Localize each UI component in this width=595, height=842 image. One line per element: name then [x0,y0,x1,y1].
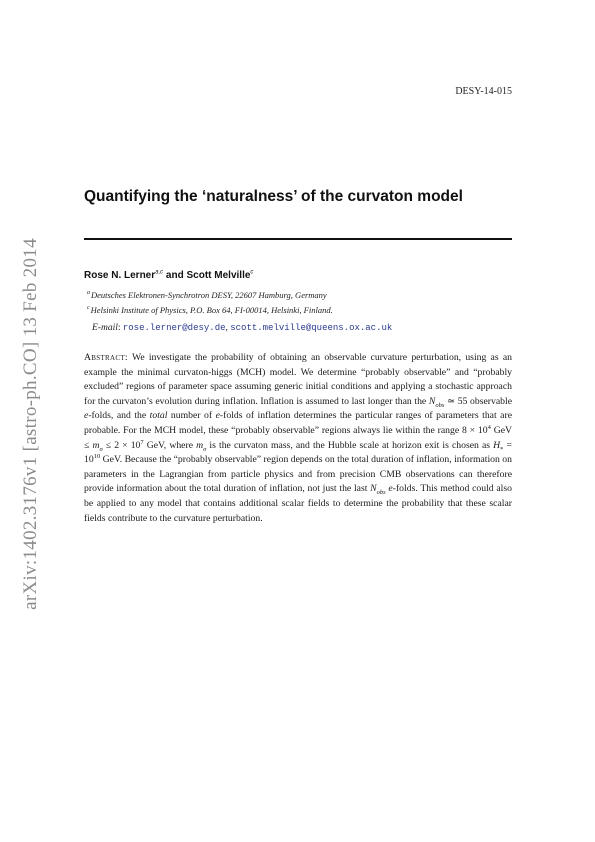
abstract-heading: Abstract: [84,352,128,363]
author-name[interactable]: Scott Melville [186,270,251,281]
author-name[interactable]: Rose N. Lerner [84,270,156,281]
affiliation-mark: a,c [155,269,164,276]
affiliation-mark: c [87,305,90,312]
affiliation-text: Deutsches Elektronen-Synchrotron DESY, 22607 Hamburg, Germany [91,290,327,300]
abstract-text: number of [167,410,216,422]
math-symbol: e [388,483,393,495]
email-link[interactable]: scott.melville@queens.ox.ac.uk [230,323,393,333]
email-colon: : [117,323,123,333]
abstract-text: ≃ 55 observable [444,395,512,407]
abstract-text: is the curvaton mass, and the Hubble scale at horizon exit is chosen as [206,439,494,451]
math-symbol: m [196,439,204,451]
report-number: DESY-14-015 [455,86,512,97]
math-subscript: obs [376,489,386,497]
abstract-text: We investigate the probability of obtaining an observable curvature perturbation, using as an example the minimal curvaton-higgs (MCH) model. We determine “probably observable” and “probably excluded” regions of parameter space assuming generic initial conditions and applying a stochastic approach for the curvaton’s evolution during inflation. Inflation is assumed to last longer than the [84,352,512,407]
email-separator: , [225,323,231,333]
math-symbol: N [428,395,436,407]
affiliation-mark: c [250,269,254,276]
math-exponent: 7 [140,438,144,446]
abstract-text: ≤ 2 × 10 [102,439,141,451]
math-symbol: m [92,439,100,451]
email-label: E-mail [92,323,118,333]
math-symbol: N [370,483,377,495]
author-conjunction: and [163,270,187,281]
abstract-text: -folds of inflation determines the particular ranges of parameters that are probable. For the MCH model, these “probably observable” regions always lie within the range 8 × 10 [84,410,512,436]
math-subscript: σ [99,445,103,453]
math-symbol: H [493,439,501,451]
paper-title: Quantifying the ‘naturalness’ of the curvaton model [84,188,463,205]
math-symbol: e [84,410,89,422]
emphasis: total [149,410,168,422]
math-symbol: e [215,410,220,422]
affiliation [87,290,327,300]
email-line [92,323,392,333]
abstract-text: -folds, and the [88,410,150,422]
email-link[interactable]: rose.lerner@desy.de [122,323,226,333]
author-list [84,270,253,281]
abstract-text: GeV. Because the “probably observable” region depends on the total duration of inflation, information on parameters in the Lagrangian from particle physics and from precision CMB observations can therefore provide information about the total duration of inflation, not just the last [84,454,512,495]
math-subscript: * [500,445,504,453]
math-exponent: 4 [487,423,491,431]
abstract [84,351,512,526]
abstract-text: GeV, where [143,439,197,451]
affiliation-mark: a [87,290,90,297]
math-subscript: σ [203,445,207,453]
affiliation-text: Helsinki Institute of Physics, P.O. Box 64, FI-00014, Helsinki, Finland. [90,305,333,315]
title-rule [84,238,512,240]
abstract-text: GeV ≤ [84,424,512,451]
abstract-text: = 10 [84,439,512,466]
math-subscript: obs [435,401,445,409]
math-exponent: 10 [93,452,101,460]
affiliation [87,305,333,315]
abstract-text: -folds. This method could also be applied to any model that contains additional scalar fields to determine the probability that these scalar fields contribute to the curvature perturbation. [84,483,512,524]
arxiv-identifier-stamp: arXiv:1402.3176v1 [astro-ph.CO] 13 Feb 2014 [20,238,41,610]
